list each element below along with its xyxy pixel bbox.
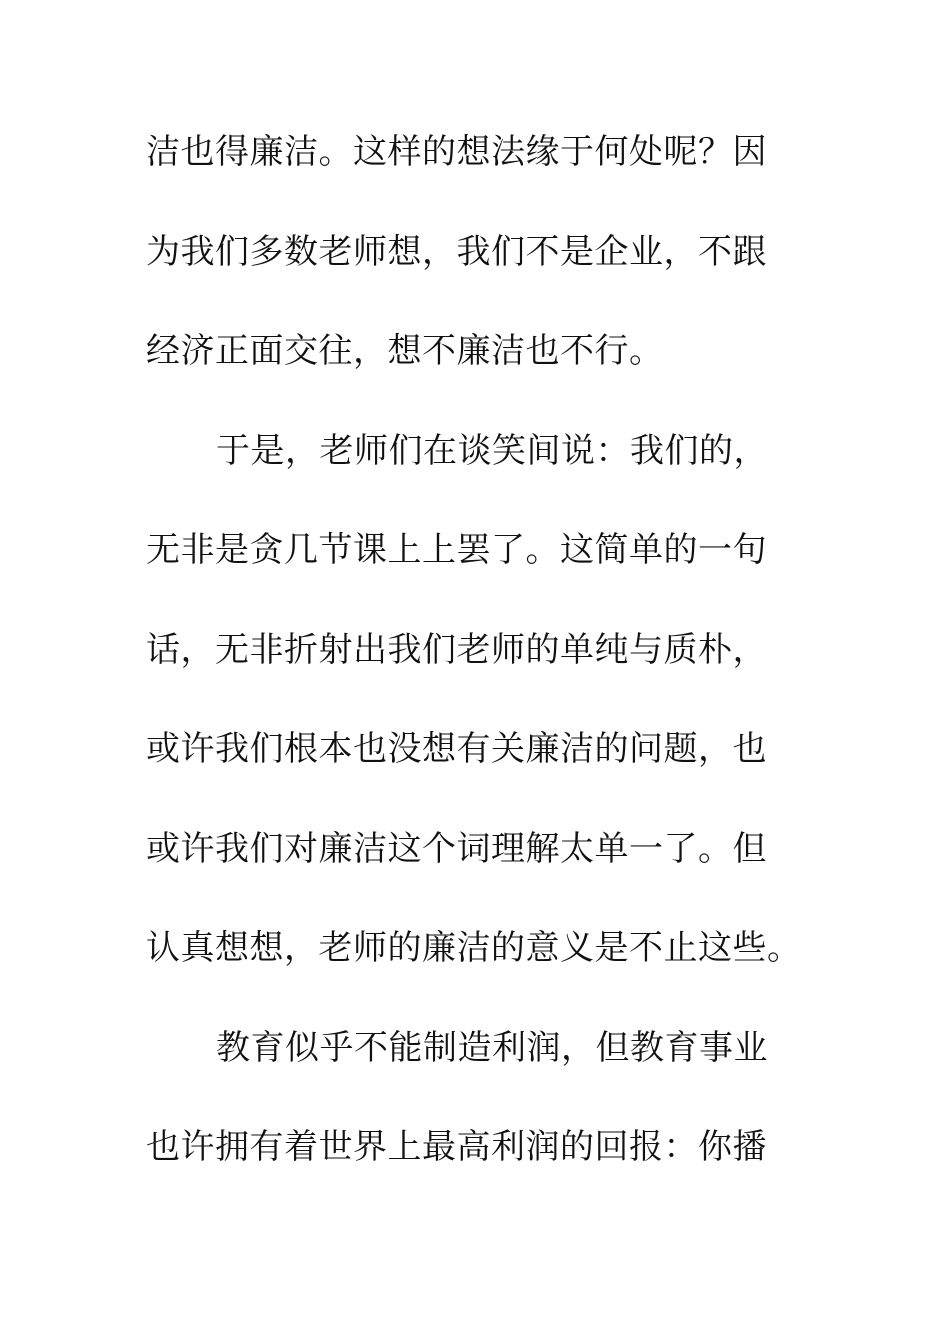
text-line: 或许我们根本也没想有关廉洁的问题，也 [146,729,767,769]
body-text [146,126,826,1221]
text-line: 话，无非折射出我们老师的单纯与质朴， [146,629,767,670]
text-line: 洁也得廉洁。这样的想法缘于何处呢？因 [146,132,767,172]
text-line: 经济正面交往，想不廉洁也不行。 [146,331,664,371]
text-line: 也许拥有着世界上最高利润的回报：你播 [146,1127,767,1167]
paragraph-start-line: 教育似乎不能制造利润，但教育事业 [216,1027,768,1068]
text-line: 无非是贪几节课上上罢了。这简单的一句 [146,530,767,570]
text-line: 或许我们对廉洁这个词理解太单一了。但 [146,828,767,869]
text-line: 为我们多数老师想，我们不是企业，不跟 [146,231,767,272]
paragraph-start-line: 于是，老师们在谈笑间说：我们的， [216,430,768,471]
text-line: 认真想想，老师的廉洁的意义是不止这些。 [146,928,802,968]
